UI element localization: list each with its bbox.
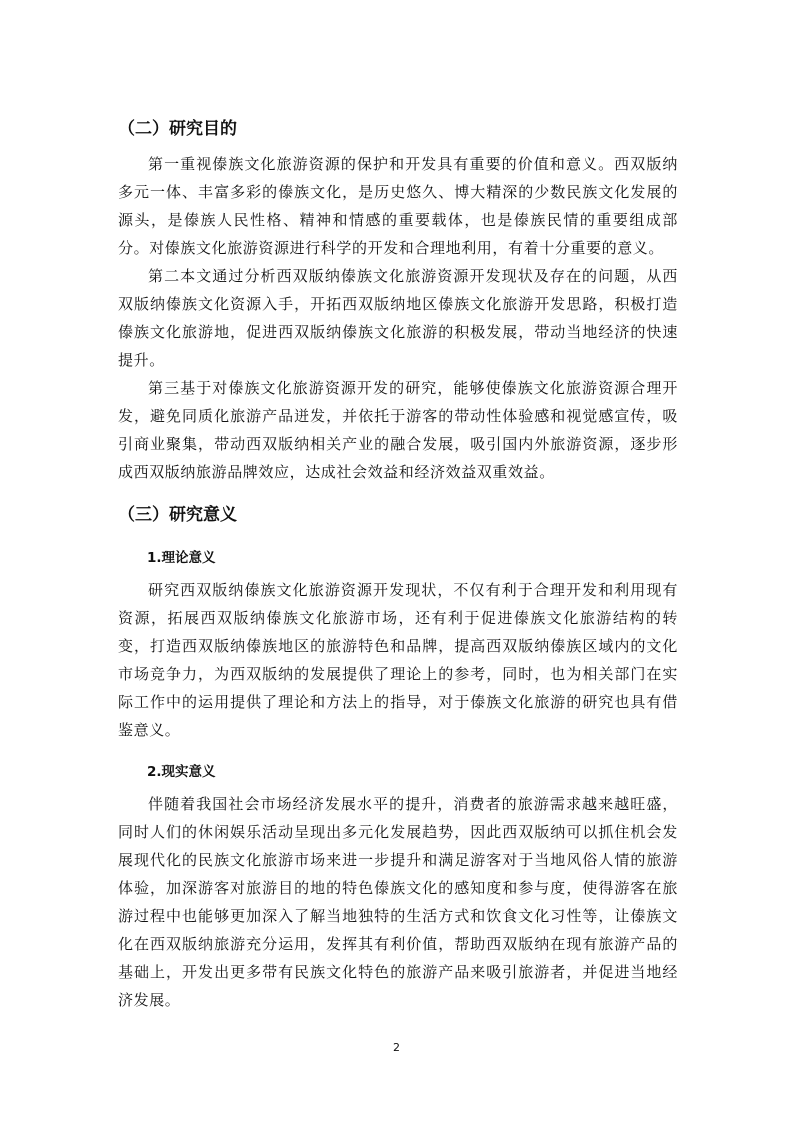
section-heading-research-purpose: （二）研究目的 bbox=[118, 119, 237, 139]
paragraph-theoretical-significance: 研究西双版纳傣族文化旅游资源开发现状，不仅有利于合理开发和利用现有资源，拓展西双版纳傣族文化旅游市场，还有利于促进傣族文化旅游结构的转变，打造西双版纳傣族地区的旅游特色和品牌，提高西双版纳傣族区域内的文化市场竞争力，为西双版纳的发展提供了理论上的参考，同时，也为相关部门在实际工作中的运用提供了理论和方法上的指导，对于傣族文化旅游的研究也具有借鉴意义。 bbox=[118, 581, 678, 739]
paragraph-purpose-1: 第一重视傣族文化旅游资源的保护和开发具有重要的价值和意义。西双版纳多元一体、丰富多彩的傣族文化，是历史悠久、博大精深的少数民族文化发展的源头，是傣族人民性格、精神和情感的重要载体，也是傣族民情的重要组成部分。对傣族文化旅游资源进行科学的开发和合理地利用，有着十分重要的意义。 bbox=[118, 155, 678, 257]
page-number: 2 bbox=[393, 1041, 400, 1054]
paragraph-practical-significance: 伴随着我国社会市场经济发展水平的提升，消费者的旅游需求越来越旺盛，同时人们的休闲娱乐活动呈现出多元化发展趋势，因此西双版纳可以抓住机会发展现代化的民族文化旅游市场来进一步提升和满足游客对于当地风俗人情的旅游体验，加深游客对旅游目的地的特色傣族文化的感知度和参与度，使得游客在旅游过程中也能够更加深入了解当地独特的生活方式和饮食文化习性等，让傣族文化在西双版纳旅游充分运用，发挥其有利价值，帮助西双版纳在现有旅游产品的基础上，开发出更多带有民族文化特色的旅游产品来吸引旅游者，并促进当地经济发展。 bbox=[118, 795, 678, 1009]
section-heading-research-significance: （三）研究意义 bbox=[118, 505, 237, 525]
paragraph-purpose-2: 第二本文通过分析西双版纳傣族文化旅游资源开发现状及存在的问题，从西双版纳傣族文化资源入手，开拓西双版纳地区傣族文化旅游开发思路，积极打造傣族文化旅游地，促进西双版纳傣族文化旅游的积极发展，带动当地经济的快速提升。 bbox=[118, 267, 678, 369]
subheading-practical-significance: 2.现实意义 bbox=[147, 764, 216, 780]
subheading-theoretical-significance: 1.理论意义 bbox=[147, 550, 216, 566]
paragraph-purpose-3: 第三基于对傣族文化旅游资源开发的研究，能够使傣族文化旅游资源合理开发，避免同质化旅游产品迸发，并依托于游客的带动性体验感和视觉感宣传，吸引商业聚集，带动西双版纳相关产业的融合发展，吸引国内外旅游资源，逐步形成西双版纳旅游品牌效应，达成社会效益和经济效益双重效益。 bbox=[118, 379, 678, 481]
